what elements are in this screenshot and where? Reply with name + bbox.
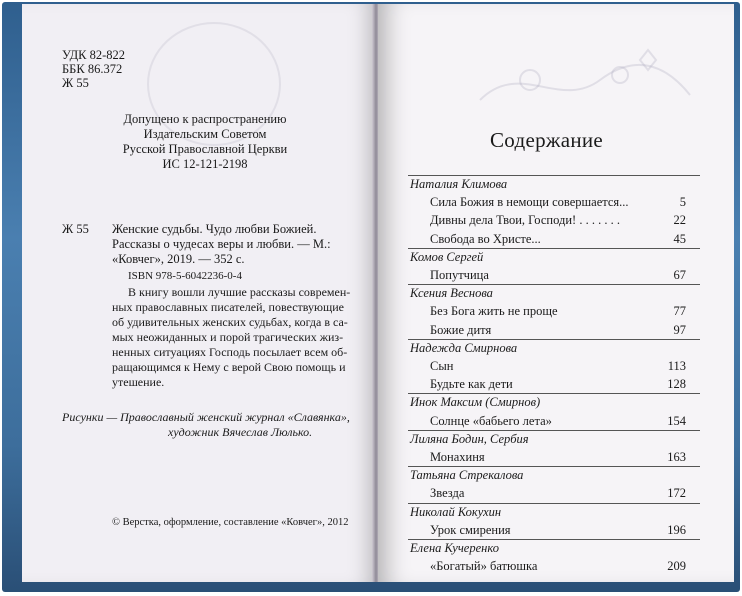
toc-author: Татьяна Стрекалова: [410, 468, 524, 483]
toc-author: Елена Кучеренко: [410, 541, 499, 555]
toc-entry[interactable]: [430, 486, 686, 501]
toc-entry-page: 172: [667, 486, 686, 501]
toc-entry-title: Сын: [430, 359, 454, 373]
toc-entry[interactable]: [430, 523, 686, 538]
toc-entry[interactable]: [430, 323, 686, 338]
toc-divider: [408, 503, 700, 504]
annotation-line: ных православных писателей, повествующие: [112, 300, 344, 314]
toc-entry-page: 196: [667, 522, 686, 537]
toc-divider: [408, 248, 700, 249]
biblio-block: [112, 222, 331, 267]
annotation-line: об удивительных женских судьбах, когда в са-: [112, 315, 348, 329]
toc-entry-title: Божие дитя: [430, 322, 492, 337]
toc-entry-page: 67: [673, 268, 686, 282]
biblio-line: Женские судьбы. Чудо любви Божией.: [112, 222, 317, 236]
toc-entry-title: Свобода во Христе...: [430, 231, 541, 246]
toc-entry-title: Будьте как дети: [430, 377, 513, 392]
toc-entry[interactable]: [430, 232, 686, 247]
annotation-line: мых неожиданных и порой трагических жиз-: [112, 330, 344, 344]
annotation-line: В книгу вошли лучшие рассказы современ-: [128, 285, 351, 299]
approval-line: Русской Православной Церкви: [122, 142, 288, 156]
toc-entry[interactable]: [430, 414, 686, 429]
toc-divider: [408, 175, 700, 176]
toc-entry-page: 77: [673, 304, 686, 319]
toc-entry-title: Солнце «бабьего лета»: [430, 413, 552, 428]
toc-entry-page: 209: [667, 559, 686, 574]
toc-entry-title: Урок смирения: [430, 522, 511, 537]
toc-entry-title: Звезда: [430, 486, 465, 501]
toc-divider: [408, 539, 700, 540]
toc-entry-title: Без Бога жить не проще: [430, 304, 558, 319]
toc-entry-page: 97: [673, 322, 686, 337]
approval-line: Издательским Советом: [143, 127, 267, 141]
toc-entry-page: 163: [667, 450, 686, 464]
toc-entry-page: 128: [667, 377, 686, 392]
toc-entry[interactable]: [430, 195, 686, 210]
toc-entry[interactable]: [430, 359, 686, 374]
toc-title: Содержание: [490, 128, 604, 152]
toc-divider: [408, 466, 700, 467]
annotation-line: утешение.: [112, 375, 165, 389]
author-sign: Ж 55: [62, 76, 89, 90]
toc-author: Ксения Веснова: [410, 286, 493, 301]
toc-divider: [408, 393, 700, 394]
toc-entry-page: 154: [667, 413, 686, 428]
toc-entry[interactable]: [430, 213, 686, 228]
toc-entry-page: 113: [667, 359, 686, 373]
toc-author: Комов Сергей: [410, 249, 484, 264]
biblio-line: «Ковчег», 2019. — 352 с.: [112, 252, 245, 266]
toc-divider: [408, 284, 700, 285]
biblio-code: Ж 55: [62, 222, 89, 236]
biblio-line: Рассказы о чудесах веры и любви. — М.:: [112, 237, 331, 251]
isbn: ISBN 978-5-6042236-0-4: [128, 270, 242, 282]
toc-entry-title: Сила Божия в немощи совершается...: [430, 195, 629, 210]
toc-entry-page: 5: [679, 195, 686, 210]
annotation-line: ращающимся к Нему с верой Свою помощь и: [112, 360, 346, 374]
toc-entry[interactable]: [430, 450, 686, 465]
approval-line: ИС 12-121-2198: [162, 157, 248, 171]
artist-credit: художник Вячеслав Люлько.: [168, 425, 313, 439]
toc-entry-page: 45: [673, 231, 686, 246]
toc-entry-page: 22: [673, 213, 686, 228]
annotation-block: [112, 285, 350, 390]
toc-entry[interactable]: [430, 559, 686, 574]
toc-author: Наталия Климова: [410, 177, 508, 191]
approval-line: Допущено к распространению: [123, 112, 287, 126]
toc-author: Инок Максим (Смирнов): [410, 395, 541, 410]
copyright: © Верстка, оформление, составление «Ковчег», 2012: [112, 517, 349, 528]
toc-author: Николай Кокухин: [410, 504, 502, 519]
udk-code: УДК 82-822: [62, 48, 125, 62]
toc-entry-title: Дивны дела Твои, Господи! . . . . . . .: [430, 213, 620, 228]
toc-entry[interactable]: [430, 377, 686, 392]
approval-block: [105, 112, 305, 172]
annotation-line: ненных ситуациях Господь посылает всем об-: [112, 345, 348, 359]
toc-entry[interactable]: [430, 304, 686, 319]
toc-entry-title: Попутчица: [430, 268, 489, 282]
toc-entry-title: Монахиня: [430, 450, 485, 464]
toc-author: Надежда Смирнова: [410, 340, 518, 355]
toc-entry[interactable]: [430, 268, 686, 283]
illustration-credit: Рисунки — Православный женский журнал «Славянка»,: [62, 410, 350, 424]
floral-ornament-watermark: [470, 40, 700, 120]
toc-divider: [408, 430, 700, 431]
toc-divider: [408, 339, 700, 340]
toc-author: Лиляна Бодин, Сербия: [410, 431, 529, 446]
toc-entry-title: «Богатый» батюшка: [430, 559, 538, 574]
bbk-code: ББК 86.372: [62, 62, 123, 76]
